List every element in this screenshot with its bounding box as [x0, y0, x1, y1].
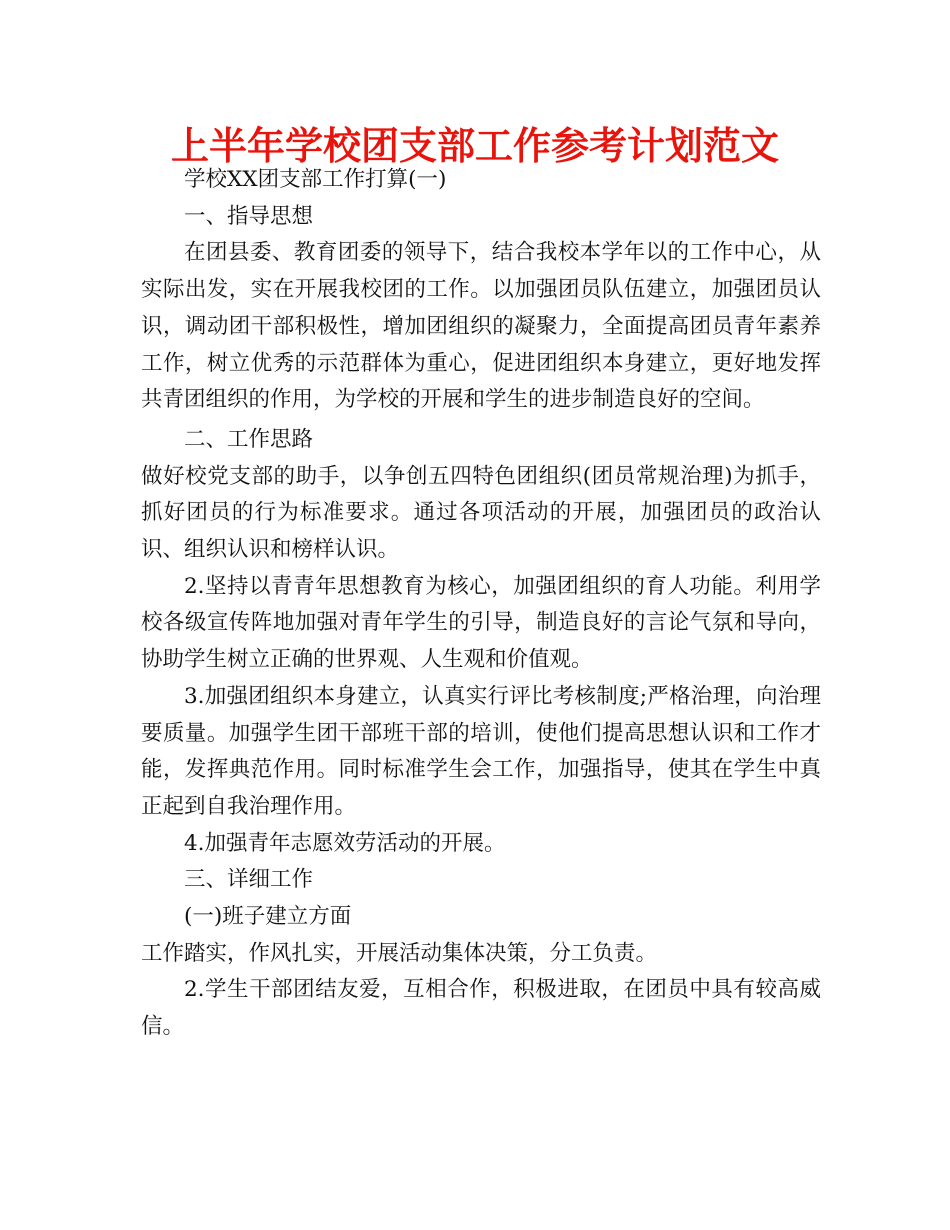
section-heading: 三、详细工作 — [184, 867, 314, 893]
paragraph: 学校XX团支部工作打算(一) — [184, 167, 447, 192]
paragraph: 在团县委、教育团委的领导下，结合我校本学年以的工作中心，从实际出发，实在开展我校团的工作。以加强团员队伍建立，加强团员认识，调动团干部积极性，增加团组织的凝聚力，全面提高团员青年素养工作，树立优秀的示范群体为重心，促进团组织本身建立，更好地发挥共青团组织的作用，为学校的开展和学生的进步制造良好的空间。 — [141, 240, 821, 413]
paragraph: 做好校党支部的助手，以争创五四特色团组织(团员常规治理)为抓手，抓好团员的行为标准要求。通过各项活动的开展，加强团员的政治认识、组织认识和榜样认识。 — [141, 463, 821, 563]
paragraph: 2.坚持以青青年思想教育为核心，加强团组织的育人功能。利用学校各级宣传阵地加强对青年学生的引导，制造良好的言论气氛和导向，协助学生树立正确的世界观、人生观和价值观。 — [141, 573, 821, 673]
document-body — [141, 162, 821, 1046]
document-title: 上半年学校团支部工作参考计划范文 — [170, 124, 779, 168]
paragraph: 工作踏实，作风扎实，开展活动集体决策，分工负责。 — [141, 940, 658, 966]
section-heading: 一、指导思想 — [184, 203, 314, 229]
subsection-heading: (一)班子建立方面 — [184, 904, 352, 930]
section-heading: 二、工作思路 — [184, 426, 314, 452]
paragraph: 3.加强团组织本身建立，认真实行评比考核制度;严格治理，向治理要质量。加强学生团干部班干部的培训，使他们提高思想认识和工作才能，发挥典范作用。同时标准学生会工作，加强指导，使其在学生中真正起到自我治理作用。 — [141, 683, 821, 819]
paragraph: 4.加强青年志愿效劳活动的开展。 — [184, 830, 506, 856]
paragraph: 2.学生干部团结友爱，互相合作，积极进取，在团员中具有较高威信。 — [141, 977, 821, 1040]
